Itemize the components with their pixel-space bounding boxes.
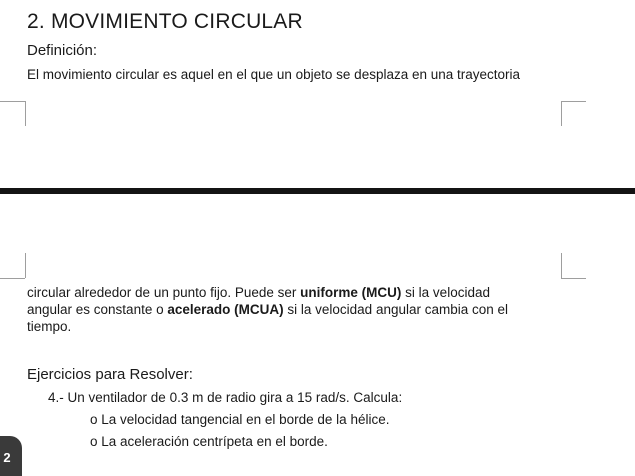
crop-mark-top-right-h: [561, 101, 586, 102]
term-acelerado: acelerado (MCUA): [167, 302, 284, 317]
definition-text-line-4: tiempo.: [27, 319, 72, 334]
exercise-sub-item: o La velocidad tangencial en el borde de la hélice.: [90, 412, 390, 427]
exercise-item-4: 4.- Un ventilador de 0.3 m de radio gira a 15 rad/s. Calcula:: [48, 390, 403, 405]
definition-text-line-3a: angular es constante o: [27, 302, 168, 317]
definition-text-line-1: El movimiento circular es aquel en el que un objeto se desplaza en una trayectoria: [27, 67, 521, 82]
definition-text-line-3: [27, 302, 508, 318]
definition-text-line-2c: si la velocidad: [401, 285, 490, 300]
next-page-number: 2: [3, 450, 11, 465]
crop-mark-bottom-left-v: [25, 253, 26, 278]
exercise-sub-item: o La aceleración centrípeta en el borde.: [90, 434, 328, 449]
crop-mark-bottom-left-h: [0, 278, 25, 279]
crop-mark-top-left-h: [0, 101, 25, 102]
crop-mark-bottom-right-h: [561, 278, 586, 279]
section-heading: 2. MOVIMIENTO CIRCULAR: [27, 10, 303, 33]
crop-mark-bottom-right-v: [561, 253, 562, 278]
crop-mark-top-left-v: [25, 101, 26, 126]
crop-mark-top-right-v: [561, 101, 562, 126]
definition-text-line-2: [27, 285, 490, 301]
page-break-divider: [0, 188, 635, 194]
definition-label: Definición:: [27, 42, 98, 59]
definition-text-line-2a: circular alrededor de un punto fijo. Puede ser: [27, 285, 301, 300]
term-uniforme: uniforme (MCU): [300, 285, 402, 300]
definition-text-line-3c: si la velocidad angular cambia con el: [283, 302, 509, 317]
exercises-title: Ejercicios para Resolver:: [27, 366, 193, 383]
